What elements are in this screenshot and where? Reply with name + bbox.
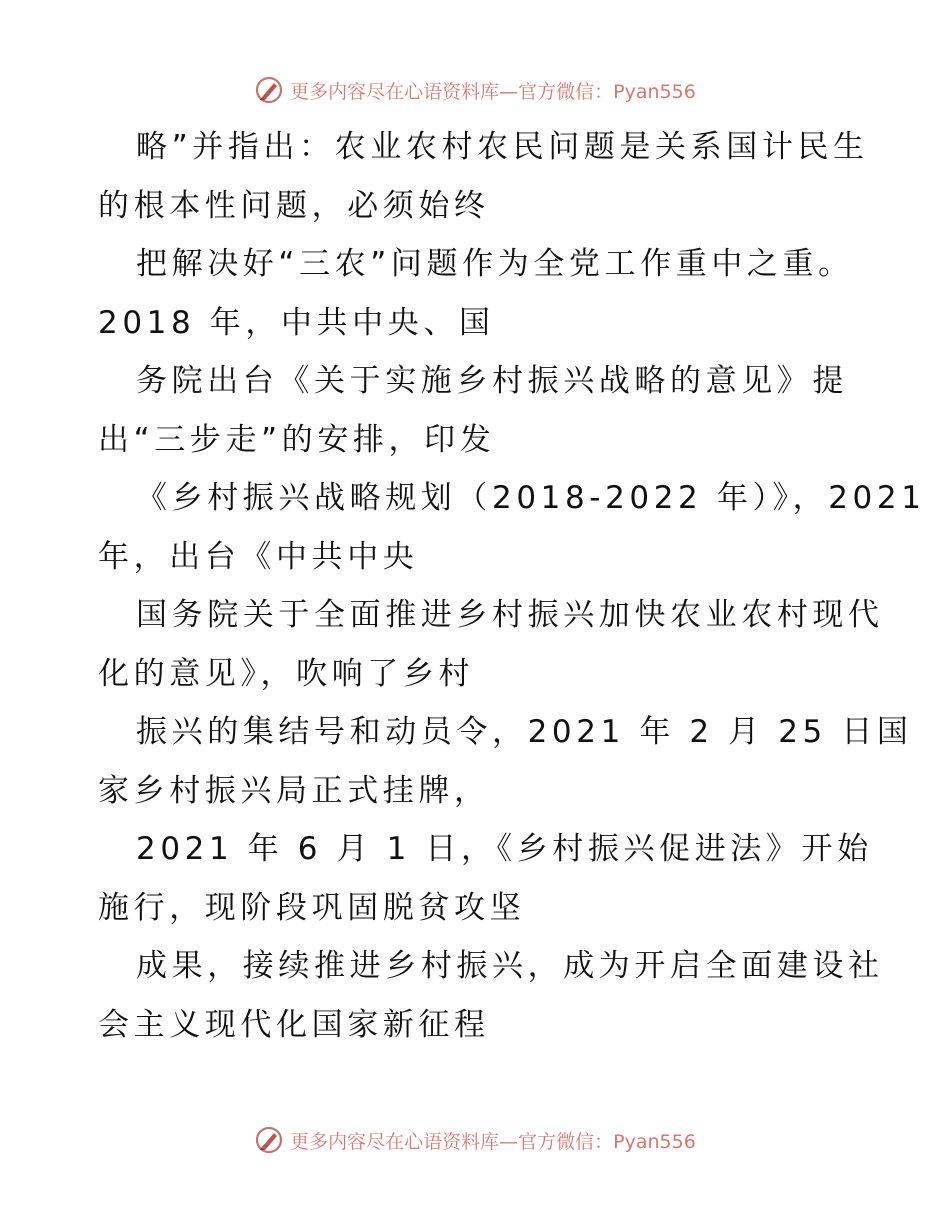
header-watermark — [0, 72, 950, 108]
watermark-text: 更多内容尽在心语资料库—官方微信：Pyan556 — [290, 1130, 696, 1153]
text-line: 2021 年 6 月 1 日，《乡村振兴促进法》开始 — [136, 831, 873, 867]
text-line: 务院出台《关于实施乡村振兴战略的意见》提 — [136, 363, 848, 399]
text-line: 出“三步走”的安排，印发 — [98, 421, 496, 458]
text-line: 会主义现代化国家新征程 — [98, 1006, 490, 1043]
text-line: 家乡村振兴局正式挂牌， — [98, 772, 490, 809]
watermark-text: 更多内容尽在心语资料库—官方微信：Pyan556 — [290, 80, 696, 103]
text-line: 成果，接续推进乡村振兴，成为开启全面建设社 — [136, 948, 884, 984]
pen-logo-icon — [254, 1125, 284, 1155]
text-line: 的根本性问题，必须始终 — [98, 187, 490, 224]
text-line: 2018 年，中共中央、国 — [98, 304, 495, 341]
text-line: 把解决好“三农”问题作为全党工作重中之重。 — [136, 246, 854, 282]
text-line: 施行，现阶段巩固脱贫攻坚 — [98, 889, 526, 926]
text-line: 《乡村振兴战略规划（2018-2022 年）》，2021 — [136, 480, 926, 516]
text-line: 化的意见》，吹响了乡村 — [98, 655, 475, 692]
text-line: 振兴的集结号和动员令，2021 年 2 月 25 日国 — [136, 714, 913, 750]
text-line: 国务院关于全面推进乡村振兴加快农业农村现代 — [136, 597, 884, 633]
footer-watermark — [0, 1122, 950, 1158]
text-line: 年，出台《中共中央 — [98, 538, 419, 575]
text-line: 略”并指出：农业农村农民问题是关系国计民生 — [136, 129, 869, 165]
pen-logo-icon — [254, 75, 284, 105]
document-body — [98, 118, 926, 1054]
